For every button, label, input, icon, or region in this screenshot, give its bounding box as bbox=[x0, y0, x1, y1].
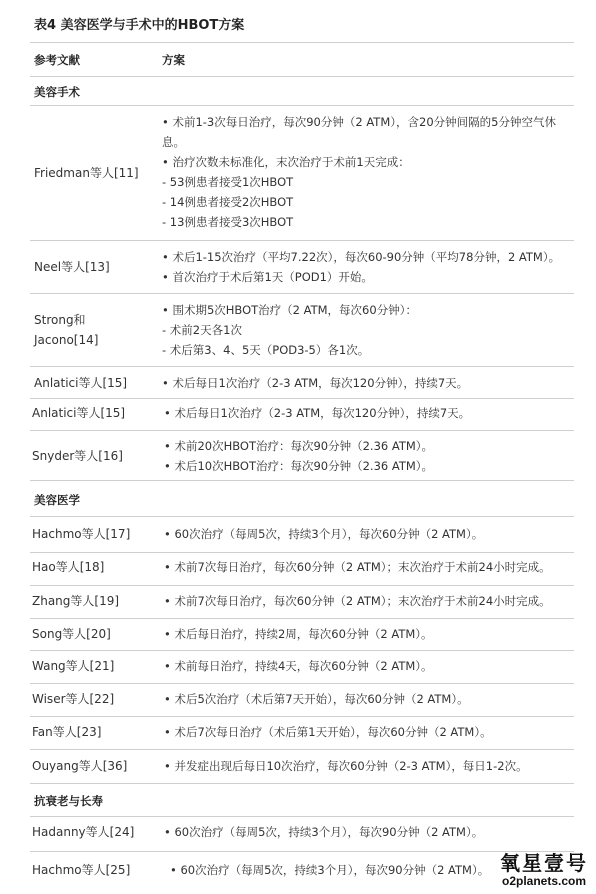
plan-cell: • 术前7次每日治疗，每次60分钟（2 ATM）；末次治疗于术前24小时完成。 bbox=[164, 594, 551, 608]
section-cosmetic-surgery: 美容手术 bbox=[34, 85, 80, 99]
row-rule bbox=[30, 851, 574, 852]
plan-cell: • 术后每日1次治疗（2-3 ATM，每次120分钟），持续7天。 bbox=[164, 406, 471, 420]
section-anti-aging: 抗衰老与长寿 bbox=[34, 794, 103, 808]
plan-cell: • 60次治疗（每周5次，持续3个月），每次90分钟（2 ATM）。 bbox=[170, 863, 490, 877]
ref-cell: Anlatici等人[15] bbox=[32, 406, 126, 420]
ref-cell: Wang等人[21] bbox=[32, 659, 115, 673]
section-rule bbox=[30, 105, 574, 106]
plan-cell: • 并发症出现后每日10次治疗，每次60分钟（2-3 ATM），每日1-2次。 bbox=[164, 759, 528, 773]
row-rule bbox=[30, 716, 574, 717]
watermark-cn: 氧星壹号 bbox=[500, 851, 588, 875]
plan-cell: • 术前7次每日治疗，每次60分钟（2 ATM）；末次治疗于术前24小时完成。 bbox=[164, 560, 551, 574]
ref-cell: Fan等人[23] bbox=[32, 725, 102, 739]
ref-cell: Zhang等人[19] bbox=[32, 594, 120, 608]
row-rule bbox=[30, 618, 574, 619]
plan-cell: • 术后每日治疗，持续2周，每次60分钟（2 ATM）。 bbox=[164, 627, 433, 641]
row-rule bbox=[30, 749, 574, 750]
ref-cell: Ouyang等人[36] bbox=[32, 759, 128, 773]
ref-cell: Wiser等人[22] bbox=[32, 692, 115, 706]
plan-cell: • 术前每日治疗，持续4天，每次60分钟（2 ATM）。 bbox=[164, 659, 433, 673]
plan-cell: • 术前1-3次每日治疗，每次90分钟（2 ATM），含20分钟间隔的5分钟空气休 息。 • 治疗次数未标准化，末次治疗于术前1天完成： - 53例患者接受1次HBOT - 14例患者接受2次HBOT - 13例患者接受3次HBOT bbox=[162, 115, 556, 229]
row-rule bbox=[30, 398, 574, 399]
section-cosmetic-medicine: 美容医学 bbox=[34, 493, 80, 507]
ref-cell: Hao等人[18] bbox=[32, 560, 105, 574]
plan-cell: • 术前20次HBOT治疗：每次90分钟（2.36 ATM）。 • 术后10次HBOT治疗：每次90分钟（2.36 ATM）。 bbox=[164, 439, 434, 473]
row-rule bbox=[30, 240, 574, 241]
watermark-logo bbox=[500, 852, 588, 888]
table-title: 表4 美容医学与手术中的HBOT方案 bbox=[34, 18, 245, 33]
row-rule bbox=[30, 650, 574, 651]
watermark-en: o2planets.com bbox=[501, 874, 587, 888]
row-rule bbox=[30, 585, 574, 586]
ref-cell: Hachmo等人[17] bbox=[32, 527, 131, 541]
ref-cell: Snyder等人[16] bbox=[32, 449, 123, 463]
row-rule bbox=[30, 480, 574, 481]
table-top-rule bbox=[30, 42, 574, 43]
row-rule bbox=[30, 552, 574, 553]
row-rule bbox=[30, 783, 574, 784]
row-rule bbox=[30, 366, 574, 367]
plan-cell: • 术后5次治疗（术后第7天开始），每次60分钟（2 ATM）。 bbox=[164, 692, 469, 706]
plan-cell: • 60次治疗（每周5次，持续3个月），每次90分钟（2 ATM）。 bbox=[164, 825, 484, 839]
plan-cell: • 60次治疗（每周5次，持续3个月），每次60分钟（2 ATM）。 bbox=[164, 527, 484, 541]
row-rule bbox=[30, 683, 574, 684]
row-rule bbox=[30, 293, 574, 294]
ref-cell: Anlatici等人[15] bbox=[34, 376, 128, 390]
plan-cell: • 术后每日1次治疗（2-3 ATM，每次120分钟），持续7天。 bbox=[162, 376, 469, 390]
header-ref: 参考文献 bbox=[34, 53, 80, 67]
row-rule bbox=[30, 430, 574, 431]
ref-cell: Strong和 Jacono[14] bbox=[34, 313, 99, 347]
ref-cell: Hadanny等人[24] bbox=[32, 825, 135, 839]
ref-cell: Song等人[20] bbox=[32, 627, 111, 641]
section-rule bbox=[30, 516, 574, 517]
plan-cell: • 术后1-15次治疗（平均7.22次），每次60-90分钟（平均78分钟，2 ATM）。 • 首次治疗于术后第1天（POD1）开始。 bbox=[162, 250, 561, 284]
plan-cell: • 围术期5次HBOT治疗（2 ATM，每次60分钟）： - 术前2天各1次 - 术后第3、4、5天（POD3-5）各1次。 bbox=[162, 303, 417, 357]
header-plan: 方案 bbox=[162, 53, 185, 67]
plan-cell: • 术后7次每日治疗（术后第1天开始），每次60分钟（2 ATM）。 bbox=[164, 725, 492, 739]
header-rule bbox=[30, 76, 574, 77]
section-rule bbox=[30, 816, 574, 817]
ref-cell: Neel等人[13] bbox=[34, 260, 110, 274]
ref-cell: Hachmo等人[25] bbox=[32, 863, 131, 877]
ref-cell: Friedman等人[11] bbox=[34, 166, 139, 180]
